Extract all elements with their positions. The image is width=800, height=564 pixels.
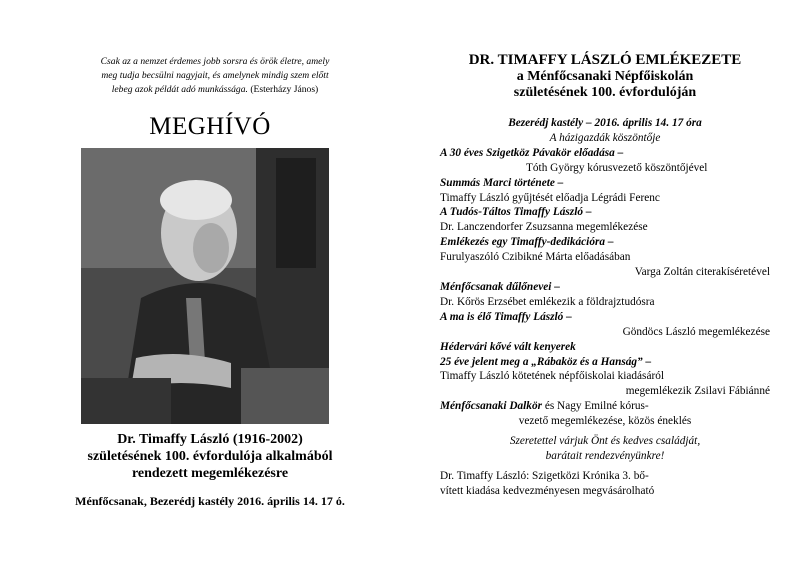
program-item-detail: Tóth György kórusvezető köszöntőjével [526, 161, 708, 174]
quote-line: Csak az a nemzet érdemes jobb sorsra és örök életre, amely [100, 56, 330, 67]
quote-line: meg tudja becsülni nagyjait, és amelynek mindig szem előtt [101, 70, 329, 81]
program-item-title: A ma is élő Timaffy László – [440, 310, 572, 323]
invitation-heading: MEGHÍVÓ [149, 113, 271, 140]
program-item-title: Hédervári kővé vált kenyerek [440, 340, 576, 353]
program-item-title: 25 éve jelent meg a „Rábaköz és a Hanság” – [440, 355, 652, 368]
program-item-detail: megemlékezik Zsilavi Fábiánné [625, 385, 770, 398]
program-title [440, 52, 770, 102]
place-and-date: Ménfőcsanak, Bezerédj kastély 2016. április 14. 17 ó. [75, 494, 345, 508]
program-item-detail: Göndöcs László megemlékezése [622, 325, 770, 338]
program-item-detail: Dr. Kőrös Erzsébet emlékezik a földrajztudósra [440, 295, 655, 308]
invitation-line: barátait rendezvényünkre! [545, 449, 665, 462]
program-item-detail: Timaffy László kötetének népfőiskolai kiadásáról [440, 370, 665, 383]
book-note-line: vített kiadása kedvezményesen megvásárolható [440, 484, 655, 497]
portrait-photo [81, 148, 329, 424]
title-line: születésének 100. évfordulóján [513, 85, 697, 100]
motto-quote [55, 55, 375, 97]
book-note-line: Dr. Timaffy László: Szigetközi Krónika 3. bő- [440, 469, 649, 482]
program-item-title: A Tudós-Táltos Timaffy László – [440, 206, 592, 219]
program-item-detail: Dr. Lanczendorfer Zsuzsanna megemlékezése [440, 221, 648, 234]
caption-line: születésének 100. évfordulója alkalmából [87, 449, 333, 464]
quote-line: lebeg azok példát adó munkássága. (Esterházy János) [111, 84, 319, 95]
program-item: Ménfőcsanaki Dalkör és Nagy Emilné kórus- [440, 400, 649, 413]
quote-author: (Esterházy János) [250, 84, 319, 95]
program-item: vezető megemlékezése, közös éneklés [518, 415, 692, 428]
caption-line: Dr. Timaffy László (1916-2002) [117, 432, 303, 447]
program-list [440, 146, 770, 399]
event-caption [30, 431, 390, 482]
program-item-title: Ménfőcsanak dűlőnevei – [440, 280, 560, 293]
invitation-line: Szeretettel várjuk Önt és kedves családját, [509, 435, 701, 448]
venue-line: Bezerédj kastély – 2016. április 14. 17 óra [508, 117, 702, 129]
title-line: DR. TIMAFFY LÁSZLÓ EMLÉKEZETE [468, 52, 742, 68]
program-body [440, 116, 770, 499]
title-line: a Ménfőcsanaki Népfőiskolán [516, 68, 694, 84]
program-item-detail: Varga Zoltán citerakíséretével [634, 266, 770, 279]
program-item-detail: Furulyaszóló Czibikné Márta előadásában [440, 251, 631, 264]
program-item-title: Summás Marci története – [440, 176, 564, 189]
program-item-title: A 30 éves Szigetköz Pávakör előadása – [440, 146, 624, 159]
invitation-left-page [30, 0, 390, 564]
program-right-page [440, 0, 770, 564]
host-welcome: A házigazdák köszöntője [549, 131, 661, 144]
program-item-title: Emlékezés egy Timaffy-dedikációra – [440, 236, 614, 249]
caption-line: rendezett megemlékezésre [131, 466, 289, 481]
program-item-detail: Timaffy László gyűjtését előadja Légrádi Ferenc [440, 191, 660, 204]
